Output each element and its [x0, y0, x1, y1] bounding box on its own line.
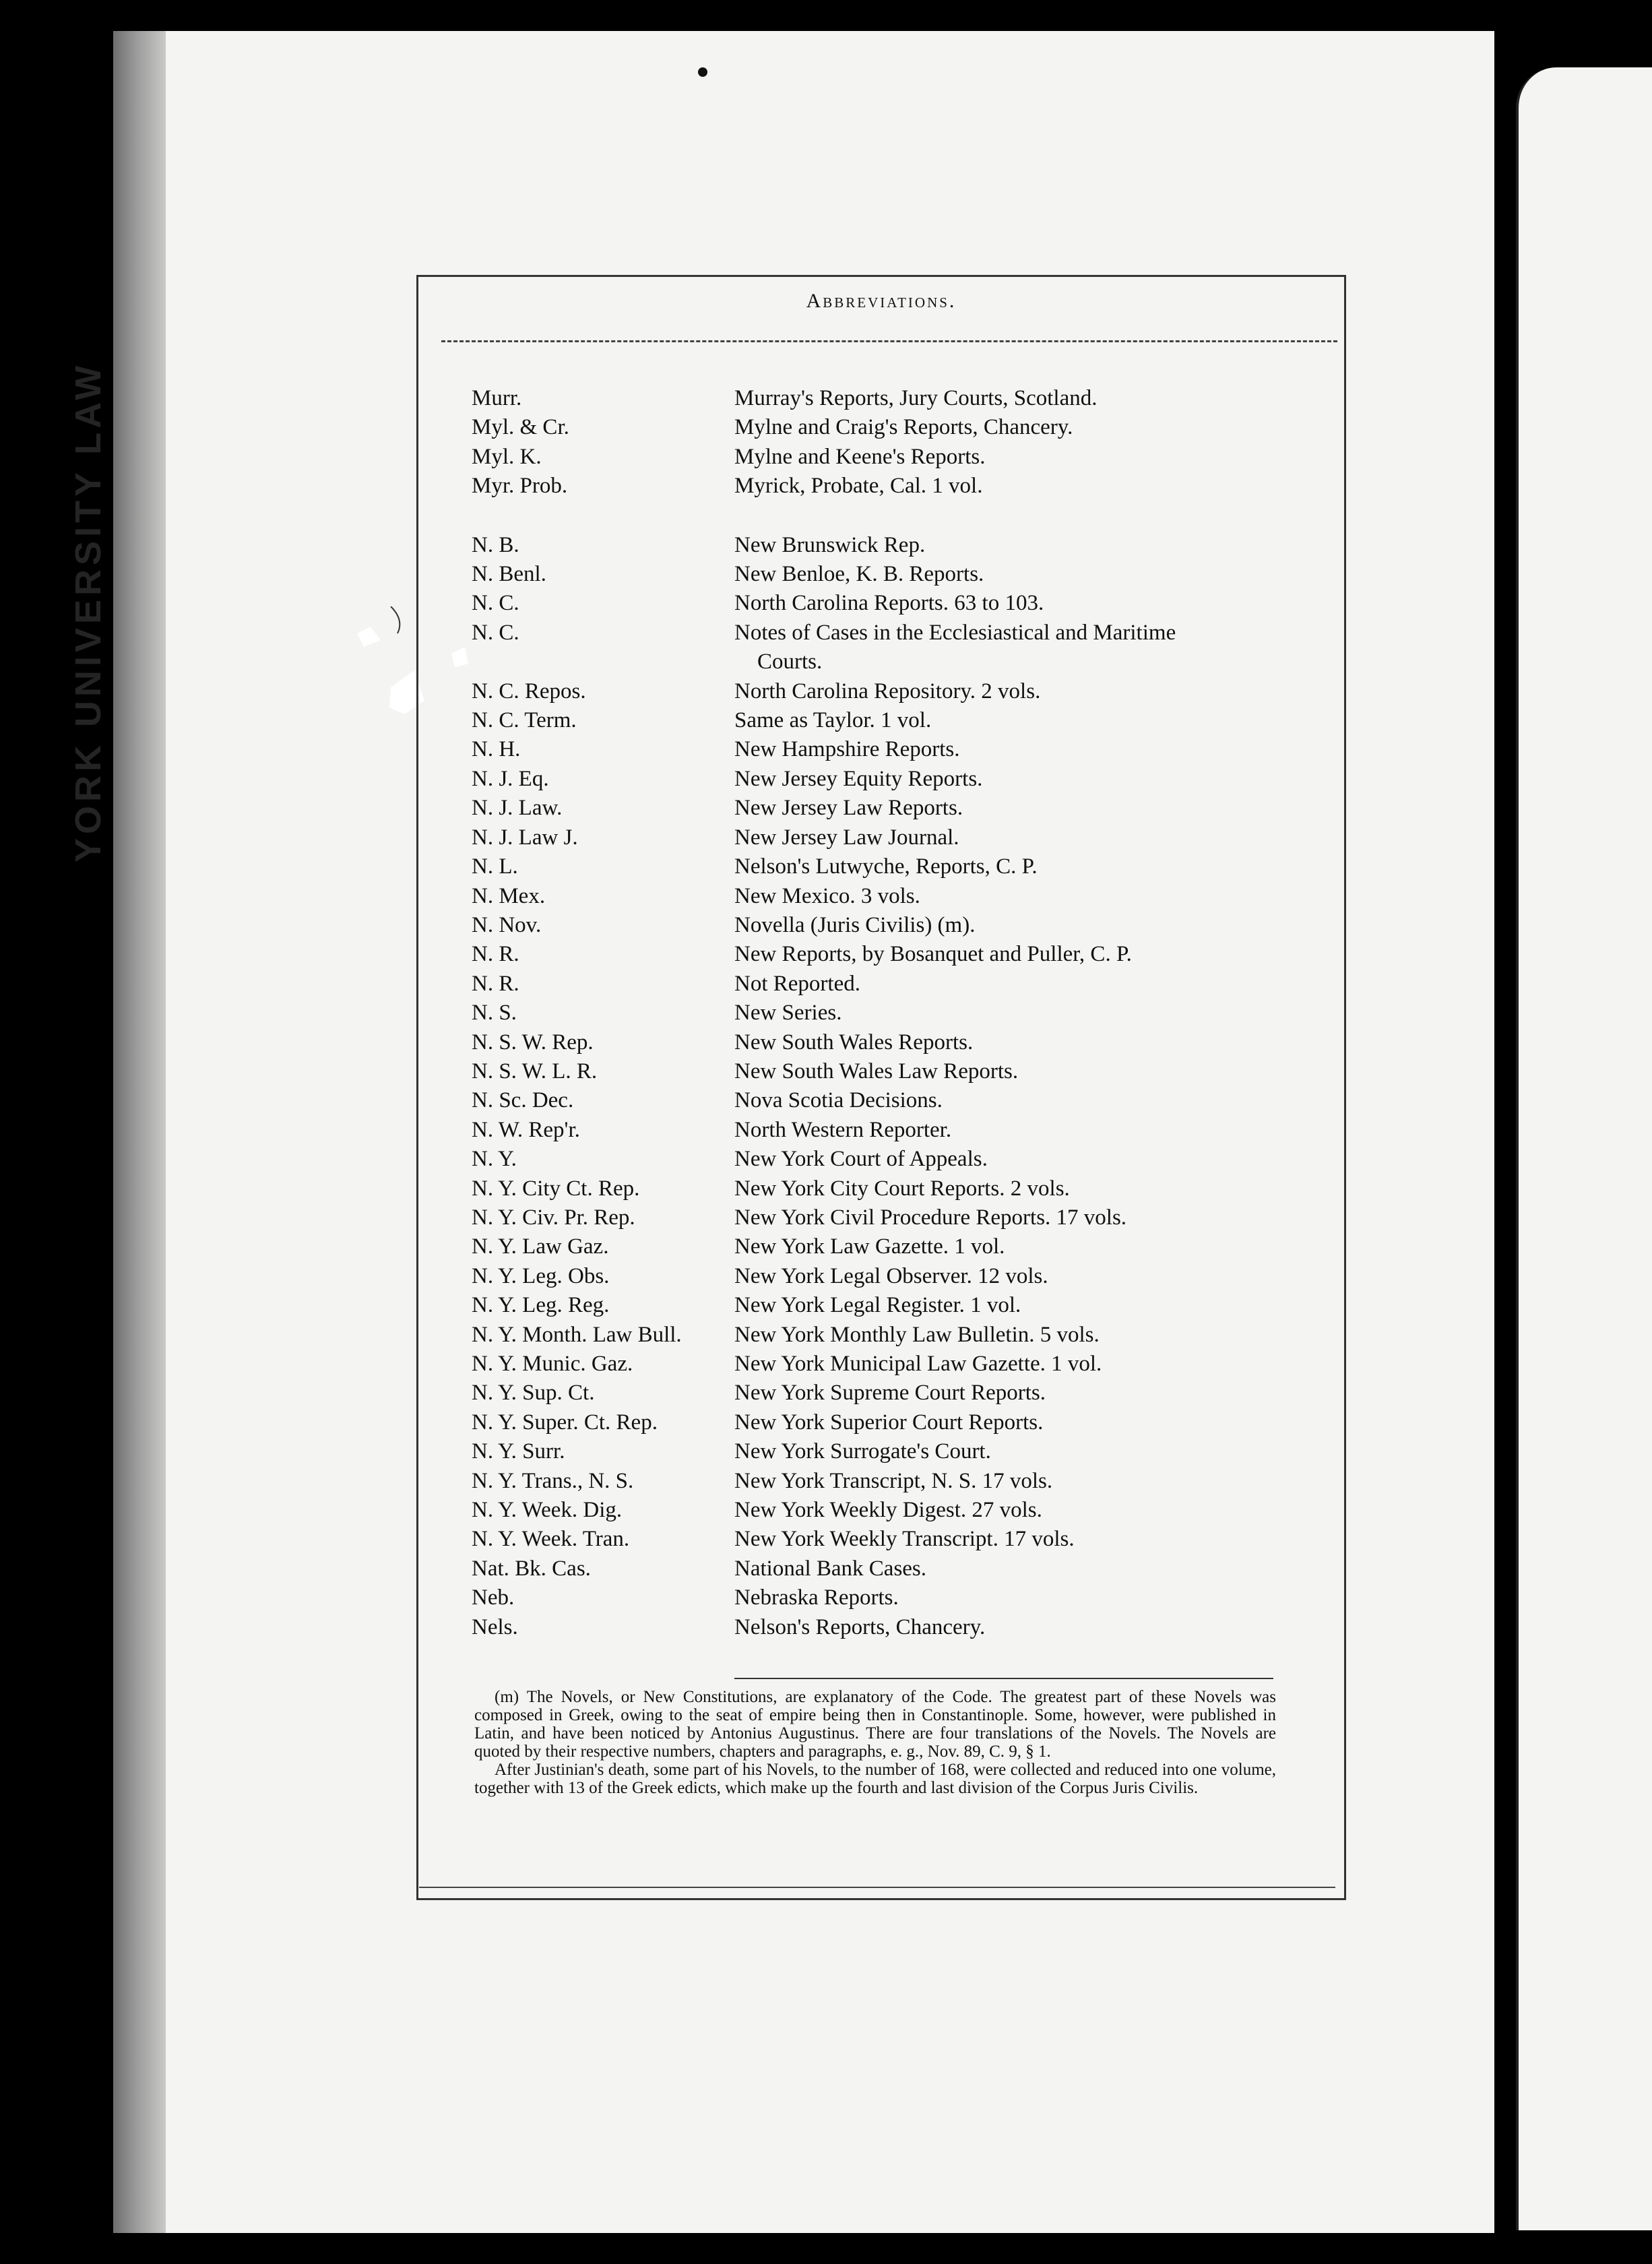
- abbreviation-meaning: New York Surrogate's Court.: [734, 1439, 991, 1464]
- abbreviation-meaning: Nelson's Reports, Chancery.: [734, 1614, 986, 1639]
- abbreviation-meaning: Notes of Cases in the Ecclesiastical and Maritime Courts.: [734, 619, 1341, 677]
- abbreviation-term: N. W. Rep'r.: [472, 1117, 580, 1142]
- abbreviation-term: Nels.: [472, 1614, 518, 1639]
- abbreviation-meaning: Nova Scotia Decisions.: [734, 1088, 943, 1113]
- abbreviation-row: [472, 794, 1341, 823]
- footnote-paragraph-2: After Justinian's death, some part of his Novels, to the number of 168, were collected and reduced into one volume, together with 13 of the Greek edicts, which make up the fourth and last division of the Corpus Juris Civilis.: [474, 1761, 1276, 1797]
- abbreviation-row: [472, 1291, 1341, 1320]
- abbreviation-term: N. S. W. Rep.: [472, 1030, 594, 1055]
- abbreviation-meaning: Murray's Reports, Jury Courts, Scotland.: [734, 386, 1098, 410]
- abbreviation-row: [472, 1086, 1341, 1115]
- abbreviation-meaning: New York Municipal Law Gazette. 1 vol.: [734, 1352, 1102, 1376]
- abbreviation-row: [472, 1408, 1341, 1437]
- abbreviation-row: [472, 1145, 1341, 1174]
- abbreviation-meaning: New York Legal Observer. 12 vols.: [734, 1263, 1048, 1288]
- abbreviation-row: [472, 413, 1341, 442]
- abbreviation-row: [472, 1613, 1341, 1642]
- abbreviation-meaning: New Jersey Law Journal.: [734, 825, 959, 850]
- abbreviation-meaning: New York Court of Appeals.: [734, 1147, 988, 1172]
- abbreviation-term: Myl. & Cr.: [472, 415, 569, 440]
- abbreviation-row: [472, 1028, 1341, 1057]
- footnote: [474, 1688, 1276, 1797]
- abbreviation-term: Neb.: [472, 1585, 515, 1610]
- abbreviation-term: N. Y. Leg. Reg.: [472, 1293, 610, 1318]
- page-heading: Abbreviations.: [806, 290, 957, 312]
- abbreviation-term: N. C.: [472, 620, 519, 645]
- abbreviation-row: [472, 1467, 1341, 1496]
- abbreviation-term: N. Y. Super. Ct. Rep.: [472, 1410, 658, 1435]
- abbreviation-term: N. Mex.: [472, 883, 546, 908]
- abbreviation-term: N. J. Eq.: [472, 766, 549, 791]
- abbreviation-term: N. Y. Trans., N. S.: [472, 1468, 634, 1493]
- footnote-rule: [734, 1678, 1273, 1679]
- abbreviation-meaning: Nelson's Lutwyche, Reports, C. P.: [734, 854, 1038, 879]
- abbreviation-row: [472, 1174, 1341, 1203]
- spine-label: YORK UNIVERSITY LAW: [68, 361, 108, 862]
- abbreviation-meaning-continued: Courts.: [757, 650, 823, 674]
- abbreviation-term: N. R.: [472, 942, 519, 967]
- book-spine: [113, 31, 166, 2233]
- abbreviation-row: [472, 1554, 1341, 1583]
- abbreviation-term: N. Y. Civ. Pr. Rep.: [472, 1205, 635, 1230]
- abbreviation-row: [472, 940, 1341, 969]
- abbreviation-meaning: New Hampshire Reports.: [734, 737, 960, 762]
- abbreviation-row: [472, 619, 1341, 677]
- abbreviation-row: [472, 706, 1341, 735]
- abbreviation-term: N. C. Repos.: [472, 679, 586, 703]
- abbreviation-row: [472, 1262, 1341, 1291]
- abbreviation-meaning: Not Reported.: [734, 971, 860, 996]
- abbreviation-row: [472, 765, 1341, 794]
- ink-dot: [698, 67, 707, 77]
- abbreviation-row: [472, 882, 1341, 911]
- abbreviation-meaning: New Brunswick Rep.: [734, 532, 926, 557]
- abbreviation-term: N. B.: [472, 532, 519, 557]
- abbreviation-meaning: New York Legal Register. 1 vol.: [734, 1293, 1021, 1318]
- abbreviation-meaning: New York City Court Reports. 2 vols.: [734, 1176, 1070, 1201]
- abbreviation-row: [472, 1583, 1341, 1612]
- abbreviation-term: N. S.: [472, 1001, 517, 1026]
- abbreviation-term: N. Y. Surr.: [472, 1439, 565, 1464]
- abbreviation-term: N. Y. Leg. Obs.: [472, 1263, 610, 1288]
- abbreviation-term: N. Y.: [472, 1147, 517, 1172]
- abbreviation-row: [472, 735, 1341, 764]
- abbreviation-term: N. L.: [472, 854, 518, 879]
- abbreviation-row: [472, 589, 1341, 618]
- abbreviation-term: N. C. Term.: [472, 708, 577, 733]
- abbreviation-meaning: New Jersey Equity Reports.: [734, 766, 983, 791]
- abbreviation-term: N. Y. Law Gaz.: [472, 1234, 609, 1259]
- abbreviation-term: Nat. Bk. Cas.: [472, 1556, 591, 1581]
- abbreviation-row: [472, 1496, 1341, 1525]
- abbreviation-meaning: New York Civil Procedure Reports. 17 vols.: [734, 1205, 1127, 1230]
- abbreviation-term: N. J. Law.: [472, 796, 563, 821]
- abbreviation-term: N. Nov.: [472, 912, 542, 937]
- abbreviation-term: N. Y. Week. Dig.: [472, 1498, 623, 1523]
- abbreviation-term: N. R.: [472, 971, 519, 996]
- abbreviation-term: N. C.: [472, 591, 519, 616]
- abbreviation-meaning: North Carolina Reports. 63 to 103.: [734, 591, 1044, 616]
- abbreviation-term: Murr.: [472, 386, 522, 410]
- abbreviation-row: [472, 1321, 1341, 1350]
- abbreviation-row: [472, 472, 1341, 501]
- abbreviation-row: [472, 1057, 1341, 1086]
- abbreviation-meaning: New York Transcript, N. S. 17 vols.: [734, 1468, 1053, 1493]
- abbreviation-meaning: New York Supreme Court Reports.: [734, 1381, 1046, 1406]
- abbreviation-meaning: New Series.: [734, 1001, 842, 1026]
- frame-inner-rule: [419, 1887, 1335, 1888]
- abbreviation-term: N. Sc. Dec.: [472, 1088, 574, 1113]
- section-gap: [472, 501, 1341, 531]
- abbreviation-meaning: North Carolina Repository. 2 vols.: [734, 679, 1041, 703]
- abbreviation-row: [472, 1350, 1341, 1379]
- abbreviation-term: N. Benl.: [472, 562, 546, 587]
- abbreviation-row: [472, 560, 1341, 589]
- heading-rule: [441, 340, 1337, 342]
- abbreviation-meaning: Nebraska Reports.: [734, 1585, 899, 1610]
- abbreviation-term: N. Y. Month. Law Bull.: [472, 1322, 682, 1347]
- abbreviation-meaning: New Benloe, K. B. Reports.: [734, 562, 984, 587]
- footnote-paragraph-1: (m) The Novels, or New Constitutions, are explanatory of the Code. The greatest part of these Novels was composed in Greek, owing to the seat of empire being then in Constantinople. Some, however, were published in Latin, and have been noticed by Antonius Augustinus. There are four translations of the Novels. The Novels are quoted by their respective numbers, chapters and paragraphs, e. g., Nov. 89, C. 9, § 1.: [474, 1688, 1276, 1761]
- abbreviation-row: [472, 1116, 1341, 1145]
- abbreviation-row: [472, 1437, 1341, 1466]
- abbreviation-row: [472, 1203, 1341, 1232]
- abbreviation-meaning: New South Wales Law Reports.: [734, 1059, 1019, 1083]
- abbreviation-term: Myl. K.: [472, 444, 542, 469]
- abbreviation-term: Myr. Prob.: [472, 474, 568, 499]
- abbreviation-term: N. S. W. L. R.: [472, 1059, 598, 1083]
- abbreviation-term: N. Y. City Ct. Rep.: [472, 1176, 640, 1201]
- abbreviation-term: N. Y. Sup. Ct.: [472, 1381, 595, 1406]
- abbreviation-meaning: New South Wales Reports.: [734, 1030, 974, 1055]
- abbreviation-meaning: Myrick, Probate, Cal. 1 vol.: [734, 474, 983, 499]
- abbreviation-row: [472, 384, 1341, 413]
- abbreviation-meaning: New York Superior Court Reports.: [734, 1410, 1044, 1435]
- next-page-edge: [1516, 67, 1652, 2230]
- abbreviation-row: [472, 677, 1341, 706]
- abbreviation-row: [472, 531, 1341, 560]
- abbreviation-meaning: New Mexico. 3 vols.: [734, 883, 920, 908]
- abbreviation-meaning: Novella (Juris Civilis) (m).: [734, 912, 976, 937]
- abbreviation-meaning: New Reports, by Bosanquet and Puller, C. P.: [734, 942, 1132, 967]
- abbreviation-row: [472, 1379, 1341, 1408]
- abbreviation-term: N. J. Law J.: [472, 825, 578, 850]
- abbreviation-term: N. Y. Munic. Gaz.: [472, 1352, 633, 1376]
- abbreviation-term: N. Y. Week. Tran.: [472, 1527, 630, 1552]
- abbreviation-row: [472, 970, 1341, 999]
- abbreviation-meaning: Mylne and Keene's Reports.: [734, 444, 986, 469]
- abbreviation-meaning: Mylne and Craig's Reports, Chancery.: [734, 415, 1073, 440]
- abbreviation-meaning: New York Monthly Law Bulletin. 5 vols.: [734, 1322, 1100, 1347]
- abbreviation-meaning: Same as Taylor. 1 vol.: [734, 708, 932, 733]
- abbreviation-term: N. H.: [472, 737, 521, 762]
- abbreviation-meaning: New York Weekly Digest. 27 vols.: [734, 1498, 1042, 1523]
- abbreviation-row: [472, 999, 1341, 1028]
- abbreviation-meaning: New Jersey Law Reports.: [734, 796, 963, 821]
- abbreviation-meaning: New York Weekly Transcript. 17 vols.: [734, 1527, 1075, 1552]
- abbreviation-row: [472, 852, 1341, 881]
- abbreviation-row: [472, 1232, 1341, 1261]
- abbreviation-meaning: New York Law Gazette. 1 vol.: [734, 1234, 1005, 1259]
- abbreviation-row: [472, 1525, 1341, 1554]
- abbreviation-meaning: North Western Reporter.: [734, 1117, 952, 1142]
- abbreviation-row: [472, 911, 1341, 940]
- abbreviation-list: [472, 384, 1341, 1642]
- abbreviation-row: [472, 823, 1341, 852]
- abbreviation-meaning: National Bank Cases.: [734, 1556, 927, 1581]
- abbreviation-row: [472, 443, 1341, 472]
